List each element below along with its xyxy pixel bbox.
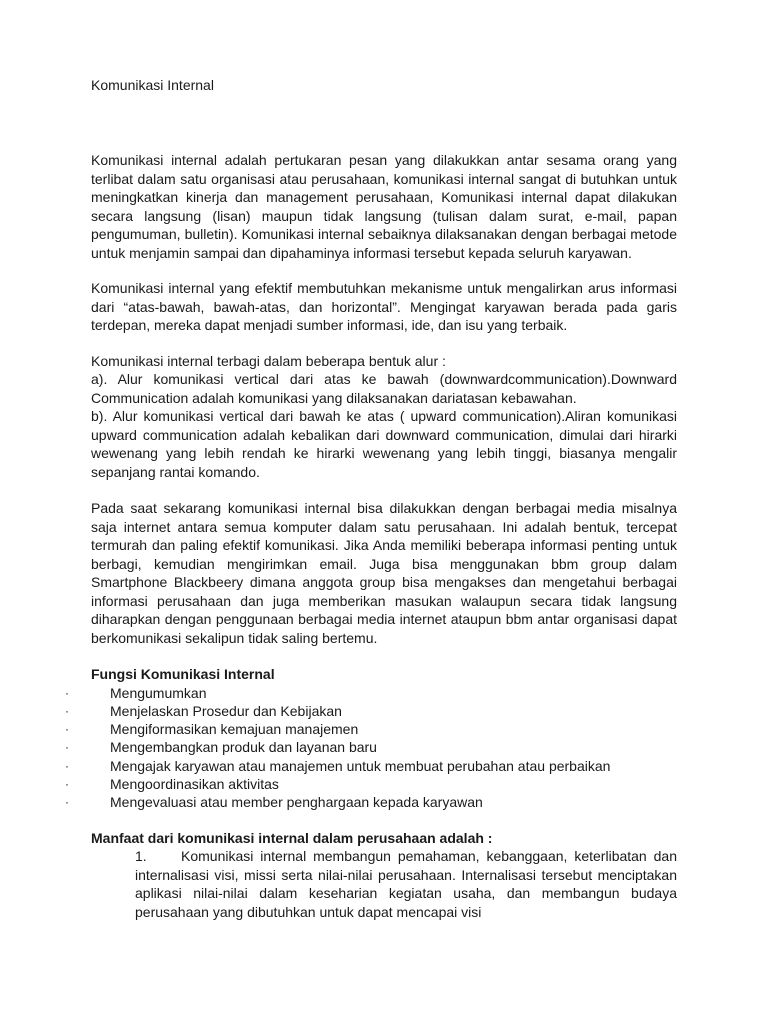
bullet-dot: · (65, 776, 69, 791)
list-item: · Mengiformasikan kemajuan manajemen (65, 721, 359, 738)
flow-intro-text: Komunikasi internal terbagi dalam beberapa bentuk alur : (91, 352, 446, 369)
paragraph-effective: Komunikasi internal yang efektif membutuhkan mekanisme untuk mengalirkan arus informasi dari “atas-bawah, bawah-atas, dan horizontal”. Mengingat karyawan berada pada garis terdepan, mereka dapat menjadi sumber informasi, ide, dan isu yang terbaik. (91, 280, 677, 333)
fungsi-list (65, 684, 677, 812)
list-item: · Mengevaluasi atau member penghargaan kepada karyawan (65, 794, 483, 811)
bullet-dot: · (65, 795, 69, 810)
list-item: · Mengumumkan (65, 684, 207, 701)
list-item: · Mengajak karyawan atau manajemen untuk membuat perubahan atau perbaikan (65, 757, 611, 774)
bullet-dot: · (65, 685, 69, 700)
bullet-dot: · (65, 740, 69, 755)
list-item: · Menjelaskan Prosedur dan Kebijakan (65, 702, 342, 719)
bullet-dot: · (65, 722, 69, 737)
list-item: · Mengoordinasikan aktivitas (65, 775, 279, 792)
fungsi-heading: Fungsi Komunikasi Internal (91, 666, 275, 682)
bullet-dot: · (65, 703, 69, 718)
bullet-dot: · (65, 758, 69, 773)
flow-a-text: a). Alur komunikasi vertical dari atas ke bawah (downwardcommunication).Downward Communication adalah komunikasi yang dilaksanakan dariatasan kebawahan. (91, 371, 677, 406)
paragraph-flow-types (91, 352, 677, 482)
list-item (135, 847, 677, 921)
paragraph-media: Pada saat sekarang komunikasi internal bisa dilakukkan dengan berbagai media misalnya saja internet antara semua komputer dalam satu perusahaan. Ini adalah bentuk, tercepat termurah dan paling efektif komunikasi. Jika Anda memiliki beberapa informasi penting untuk berbagi, kemudian mengirimkan email. Juga bisa menggunakan bbm group dalam Smartphone Blackbeery dimana anggota group bisa mengakses dan mengetahui berbagai informasi perusahaan dan juga memberikan masukan walaupun secara tidak langsung diharapkan dengan penggunaan berbagai media internet ataupun bbm antar organisasi dapat berkomunikasi sekalipun tidak saling bertemu. (91, 500, 677, 646)
flow-b-text: b). Alur komunikasi vertical dari bawah ke atas ( upward communication).Aliran komunikasi upward communication adalah kebalikan dari downward communication, dimulai dari hirarki wewenang yang lebih rendah ke hirarki wewenang yang lebih tinggi, biasanya mengalir sepanjang rantai komando. (91, 408, 677, 480)
document-title: Komunikasi Internal (91, 77, 214, 93)
list-item: · Mengembangkan produk dan layanan baru (65, 739, 377, 756)
manfaat-list (91, 847, 677, 921)
manfaat-heading: Manfaat dari komunikasi internal dalam perusahaan adalah : (91, 829, 493, 846)
item-number: 1. (135, 848, 147, 865)
item-text: Komunikasi internal membangun pemahaman, kebanggaan, keterlibatan dan internalisasi visi, missi serta nilai-nilai perusahaan. Internalisasi tersebut menciptakan aplikasi nilai-nilai dalam keseharian kegiatan usaha, dan membangun budaya perusahaan yang dibutuhkan untuk dapat mencapai visi (135, 848, 677, 920)
paragraph-definition: Komunikasi internal adalah pertukaran pesan yang dilakukkan antar sesama orang yang terlibat dalam satu organisasi atau perusahaan, komunikasi internal sangat di butuhkan untuk meningkatkan kinerja dan management perusahaan, Komunikasi internal dapat dilakukan secara langsung (lisan) maupun tidak langsung (tulisan dalam surat, e-mail, papan pengumuman, bulletin). Komunikasi internal sebaiknya dilaksanakan dengan berbagai metode untuk menjamin sampai dan dipahaminya informasi tersebut kepada seluruh karyawan. (91, 152, 677, 261)
